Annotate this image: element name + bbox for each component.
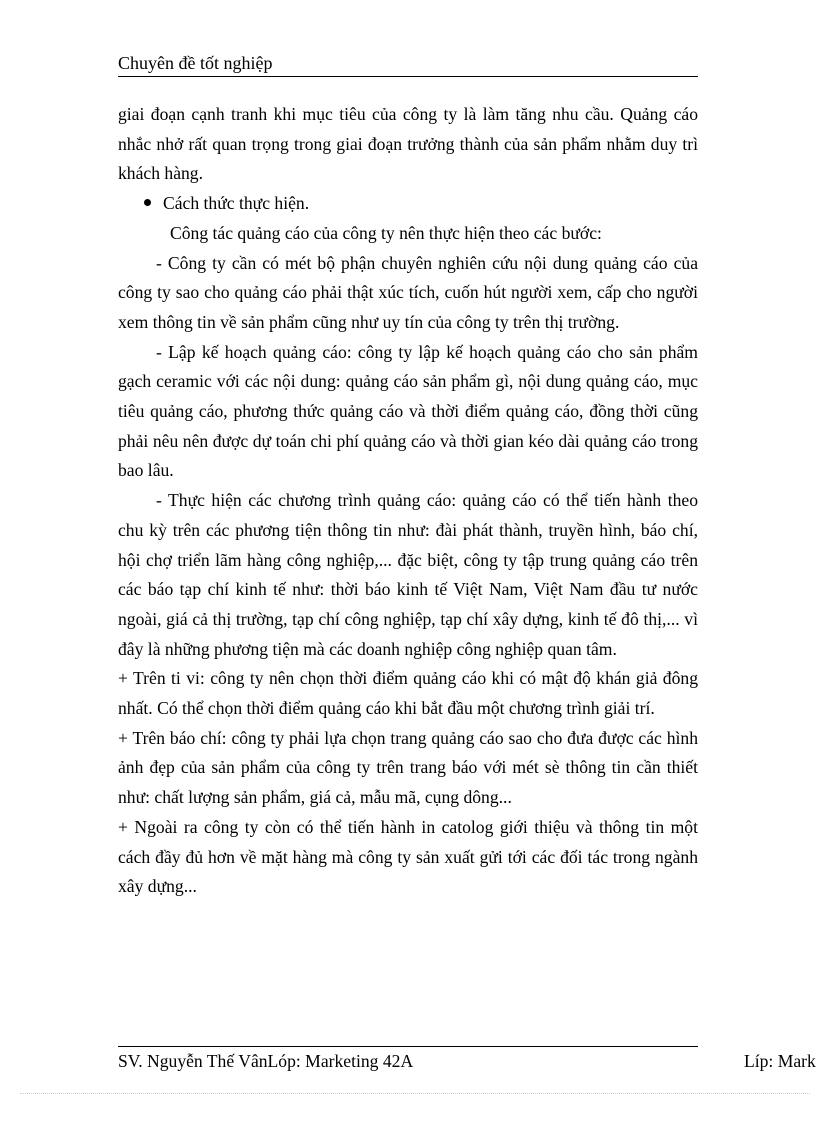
paragraph-3: - Công ty cần có mét bộ phận chuyên nghiên cứu nội dung quảng cáo của công ty sao cho quảng cáo phải thật xúc tích, cuốn hút người xem, cấp cho người xem thông tin về sản phẩm cũng như uy tín của công ty trên thị trường. (118, 252, 698, 332)
page-header (118, 52, 698, 77)
paragraph-4: - Lập kế hoạch quảng cáo: công ty lập kế hoạch quảng cáo cho sản phẩm gạch ceramic với các nội dung: quảng cáo sản phẩm gì, nội dung quảng cáo, mục tiêu quảng cáo, phương thức quảng cáo và thời điểm quảng cáo, đồng thời cũng phải nêu nên được dự toán chi phí quảng cáo và thời gian kéo dài quảng cáo trong bao lâu. (118, 341, 698, 481)
paragraph-8: + Ngoài ra công ty còn có thể tiến hành in catolog giới thiệu và thông tin một cách đầy đủ hơn về mặt hàng mà công ty sản xuất gửi tới các đối tác trong ngành xây dựng... (118, 816, 698, 897)
paragraph-6: + Trên ti vi: công ty nên chọn thời điểm quảng cáo khi có mật độ khán giả đông nhất. Có thể chọn thời điểm quảng cáo khi bắt đầu một chương trình giải trí. (118, 668, 698, 719)
header-title: Chuyên đề tốt nghiệp (118, 53, 273, 73)
document-body (118, 100, 698, 902)
bullet-dot-icon (144, 199, 151, 206)
bullet-text: Cách thức thực hiện. (163, 193, 310, 214)
bullet-item (118, 189, 698, 219)
footer-class: Líp: Mark (744, 1051, 816, 1071)
paragraph-7: + Trên báo chí: công ty phải lựa chọn trang quảng cáo sao cho đưa được các hình ảnh đẹp của sản phẩm của công ty trên trang báo với mét sè thông tin cần thiết như: chất lượng sản phẩm, giá cả, mẫu mã, cụng dông... (118, 727, 698, 808)
footer-student: SV. Nguyễn Thế VânLóp: Marketing 42A (118, 1051, 414, 1071)
paragraph-1: giai đoạn cạnh tranh khi mục tiêu của công ty là làm tăng nhu cầu. Quảng cáo nhắc nhở rất quan trọng trong giai đoạn trưởng thành của sản phẩm nhằm duy trì khách hàng. (118, 104, 698, 184)
page-bottom-dotted-line (20, 1093, 810, 1094)
paragraph-5: - Thực hiện các chương trình quảng cáo: quảng cáo có thể tiến hành theo chu kỳ trên các phương tiện thông tin như: đài phát thành, truyền hình, báo chí, hội chợ triển lãm hàng công nghiệp,... đặc biệt, công ty tập trung quảng cáo trên các báo tạp chí kinh tế như: thời báo kinh tế Việt Nam, Việt Nam đầu tư nước ngoài, giá cả thị trường, tạp chí công nghiệp, tạp chí xây dựng, kinh tế đô thị,... vì đây là những phương tiện mà các doanh nghiệp công nghiệp quan tâm. (118, 490, 698, 659)
paragraph-2: Công tác quảng cáo của công ty nên thực hiện theo các bước: (170, 222, 602, 243)
footer-divider (118, 1046, 698, 1047)
